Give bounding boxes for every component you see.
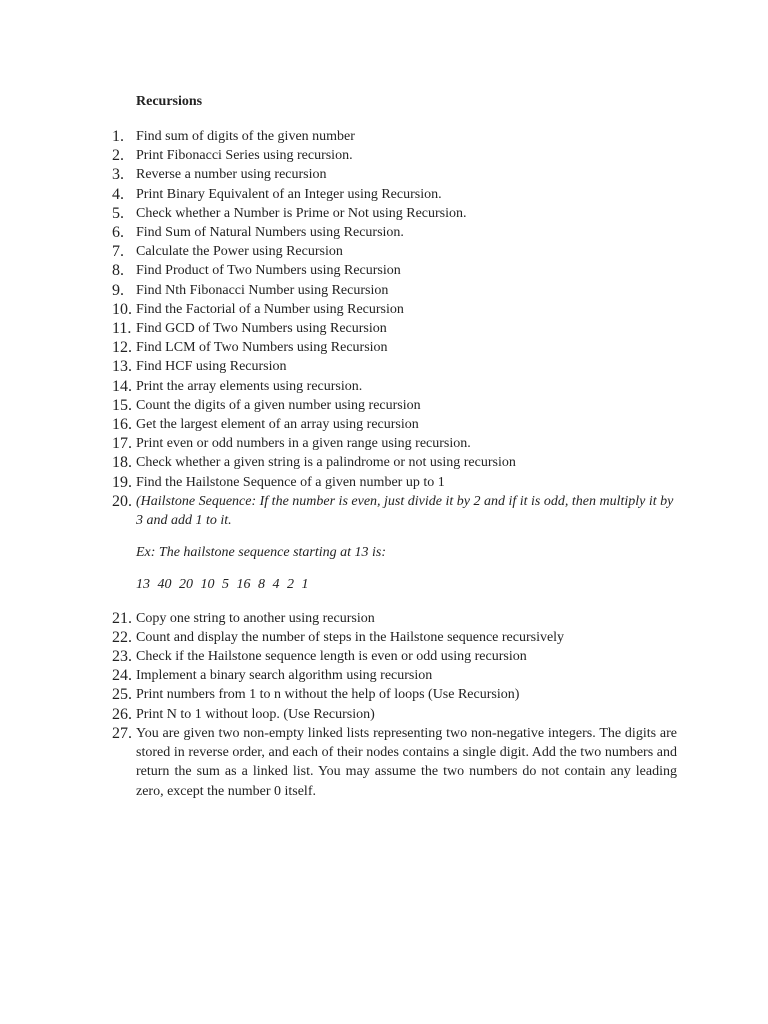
item-number: 7. [112,243,124,261]
list-item [0,300,677,319]
list-item [0,666,677,685]
item-number: 1. [112,128,124,145]
list-item [0,165,677,184]
item-text: Print Fibonacci Series using recursion. [136,148,353,164]
item-text: Print Binary Equivalent of an Integer using Recursion. [136,186,442,202]
item-text: Find the Hailstone Sequence of a given number up to 1 [136,474,445,490]
item-text: Copy one string to another using recursion [136,610,375,626]
item-number: 21. [112,609,132,627]
list-item [0,396,677,415]
item-text: Reverse a number using recursion [136,167,327,183]
item-number: 10. [112,300,132,318]
item-number: 26. [112,705,132,723]
item-number: 9. [112,281,124,299]
list-item [0,357,677,376]
list-item [0,146,677,165]
list-item [0,724,677,801]
item-text: Check whether a Number is Prime or Not using Recursion. [136,205,467,221]
item-number: 12. [112,339,132,357]
item-number: 14. [112,377,132,395]
item-text: Check whether a given string is a palindrome or not using recursion [136,455,516,471]
item-number: 13. [112,358,132,376]
list-item [0,281,677,300]
list-item [0,204,677,223]
item-number: 6. [112,224,124,242]
item-text: Get the largest element of an array using recursion [136,417,419,433]
item-text: Calculate the Power using Recursion [136,244,343,260]
item-number: 25. [112,686,132,704]
item-text: Find Nth Fibonacci Number using Recursion [136,282,389,298]
item-text: Count the digits of a given number using recursion [136,397,421,413]
item-text: Find HCF using Recursion [136,359,287,375]
item-text: Check if the Hailstone sequence length is even or odd using recursion [136,649,527,665]
hailstone-definition: (Hailstone Sequence: If the number is even, just divide it by 2 and if it is odd, then multiply it by 3 and add 1 to it. [136,493,674,529]
item-text: Find GCD of Two Numbers using Recursion [136,321,387,337]
list-item [0,377,677,396]
item-text: You are given two non-empty linked lists representing two non-negative integers. The digits are stored in reverse order, and each of their nodes contains a single digit. Add the two numbers and return the sum as a linked list. You may assume the two numbers do not contain any leading zero, except the number 0 itself. [136,725,677,799]
item-text: Find Product of Two Numbers using Recursion [136,263,401,279]
hailstone-sequence: 13 40 20 10 5 16 8 4 2 1 [136,577,309,593]
list-item [0,338,677,357]
item-text: Print N to 1 without loop. (Use Recursion) [136,706,375,722]
document-title: Recursions [136,94,203,109]
hailstone-example-label: Ex: The hailstone sequence starting at 13 is: [136,545,387,561]
item-number: 4. [112,185,124,203]
item-number: 20. [112,492,132,510]
item-number: 16. [112,416,132,434]
item-number: 24. [112,667,132,685]
list-item [0,261,677,280]
item-text: Print even or odd numbers in a given range using recursion. [136,436,471,452]
item-text: Find Sum of Natural Numbers using Recursion. [136,225,404,241]
list-item [0,609,677,628]
list-item [0,185,677,204]
list-item [0,628,677,647]
list-item [0,434,677,453]
item-number: 5. [112,204,124,222]
item-number: 8. [112,262,124,280]
hailstone-note [0,492,677,595]
item-text: Print the array elements using recursion. [136,378,363,394]
item-number: 27. [112,724,132,742]
item-number: 23. [112,648,132,666]
item-number: 3. [112,166,124,184]
list-item [0,473,677,492]
exercise-list [0,127,768,801]
item-text: Find LCM of Two Numbers using Recursion [136,340,388,356]
item-number: 11. [112,320,132,338]
item-number: 17. [112,435,132,453]
item-text: Find the Factorial of a Number using Recursion [136,301,404,317]
item-text: Print numbers from 1 to n without the help of loops (Use Recursion) [136,687,520,703]
list-item [0,127,677,146]
item-text: Implement a binary search algorithm using recursion [136,668,433,684]
list-item [0,319,677,338]
list-item [0,705,677,724]
item-text: Count and display the number of steps in the Hailstone sequence recursively [136,629,565,645]
list-item [0,647,677,666]
item-number: 2. [112,147,124,165]
list-item [0,415,677,434]
list-item [0,242,677,261]
item-number: 18. [112,454,132,472]
list-item [0,223,677,242]
item-number: 19. [112,473,132,491]
item-number: 22. [112,628,132,646]
list-item [0,685,677,704]
item-number: 15. [112,396,132,414]
list-item [0,453,677,472]
item-text: Find sum of digits of the given number [136,129,355,144]
